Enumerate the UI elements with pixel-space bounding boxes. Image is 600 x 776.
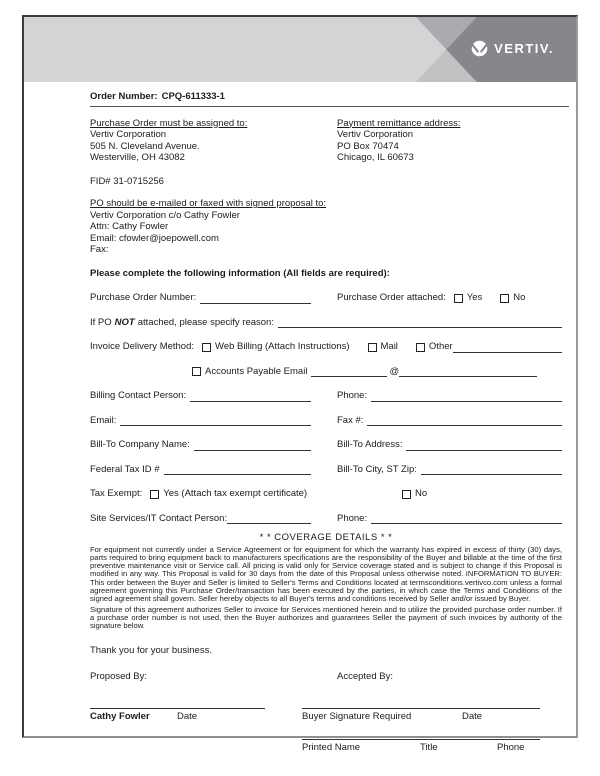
proposer-signature-line[interactable]: [90, 708, 265, 709]
ap-email-user-input[interactable]: [311, 366, 387, 377]
tax-exempt-no-label: No: [415, 488, 428, 499]
po-attached-no-checkbox[interactable]: [500, 294, 509, 303]
po-number-field-label: Purchase Order Number:: [90, 292, 197, 303]
title-label: Title: [420, 741, 438, 753]
federal-tax-label: Federal Tax ID #: [90, 463, 160, 475]
ap-email-checkbox[interactable]: [192, 367, 201, 376]
po-submission-line: Vertiv Corporation c/o Cathy Fowler: [90, 209, 240, 221]
brand-wordmark: VERTIV.: [494, 41, 554, 56]
po-attached-no-label: No: [513, 292, 526, 303]
po-attached-label: Purchase Order attached:: [337, 292, 446, 303]
tax-exempt-yes-label: Yes (Attach tax exempt certificate): [163, 488, 308, 499]
bill-to-city-input[interactable]: [421, 464, 562, 475]
fax-label: Fax #:: [337, 414, 364, 426]
tax-exempt-label: Tax Exempt:: [90, 488, 143, 499]
site-services-input[interactable]: [227, 513, 311, 524]
tax-exempt-yes-checkbox[interactable]: [150, 490, 159, 499]
buyer-printed-name-line[interactable]: [302, 739, 540, 740]
order-number-value: CPQ-611333-1: [161, 91, 225, 102]
web-billing-checkbox[interactable]: [202, 343, 211, 352]
assign-to-line: Vertiv Corporation: [90, 129, 167, 140]
billing-contact-label: Billing Contact Person:: [90, 390, 187, 401]
signature-section: [90, 708, 562, 753]
header-banner: [24, 17, 576, 82]
bill-to-address-label: Bill-To Address:: [337, 439, 403, 450]
assign-to-heading: Purchase Order must be assigned to:: [90, 117, 248, 129]
order-number-row: [90, 91, 569, 107]
remittance-line: Vertiv Corporation: [337, 129, 414, 140]
bill-to-company-label: Bill-To Company Name:: [90, 439, 190, 450]
po-submission-line: Fax:: [90, 244, 109, 255]
email-fax-row: [90, 415, 562, 427]
proposer-date-label: Date: [177, 711, 198, 723]
po-number-row: [90, 292, 562, 304]
mail-label: Mail: [380, 341, 398, 352]
buyer-signature-block: [302, 708, 540, 753]
other-input[interactable]: [453, 342, 562, 353]
po-attached-yes-checkbox[interactable]: [454, 294, 463, 303]
po-attached-yes-label: Yes: [466, 292, 483, 303]
bill-to-city-label: Bill-To City, ST Zip:: [337, 463, 417, 475]
bill-to-company-input[interactable]: [194, 440, 311, 451]
proposer-name: Cathy Fowler: [90, 711, 150, 723]
email-label: Email:: [90, 414, 117, 426]
fax-input[interactable]: [367, 415, 562, 426]
federal-tax-input[interactable]: [164, 464, 311, 475]
remittance-heading: Payment remittance address:: [337, 117, 461, 129]
vertiv-logo-icon: [471, 40, 488, 57]
ap-email-label: Accounts Payable Email: [205, 365, 308, 377]
tax-exempt-row: [90, 488, 562, 500]
assign-to-block: [90, 118, 337, 164]
other-checkbox[interactable]: [416, 343, 425, 352]
po-submission-line: Email: cfowler@joepowell.com: [90, 232, 219, 244]
invoice-method-label: Invoice Delivery Method:: [90, 341, 195, 352]
fid-number: FID# 31-0715256: [90, 175, 164, 187]
address-section: [90, 118, 562, 164]
vertiv-logo: [471, 40, 554, 57]
printed-name-label: Printed Name: [302, 741, 361, 753]
remittance-line: PO Box 70474: [337, 140, 399, 152]
reason-input[interactable]: [278, 317, 562, 328]
order-number-label: Order Number:: [90, 91, 158, 102]
assign-to-line: 505 N. Cleveland Avenue.: [90, 140, 200, 152]
po-number-input[interactable]: [200, 293, 311, 304]
invoice-delivery-row: [90, 341, 562, 353]
po-submission-block: [90, 198, 562, 256]
po-not-attached-reason-row: [90, 317, 562, 329]
web-billing-label: Web Billing (Attach Instructions): [215, 341, 350, 352]
complete-info-instruction: Please complete the following information (All fields are required):: [90, 267, 390, 279]
site-services-row: [90, 513, 562, 525]
assign-to-line: Westerville, OH 43082: [90, 152, 185, 163]
thank-you-text: Thank you for your business.: [90, 645, 212, 657]
bill-to-company-row: [90, 439, 562, 451]
at-sign: @: [389, 365, 400, 377]
site-phone-label: Phone:: [337, 512, 368, 524]
coverage-paragraph-1: For equipment not currently under a Service Agreement or for equipment for which the warranty has expired in excess of thirty (30) days, parts required to bring equipment back to manufacturers specifications are the responsibility of the Buyer and billable at the time of the first preventive maintenance visit or Service call. All pricing is valid only for Service coverage stated and is subject to change if this Proposal is modified in any way. This Proposal is valid for 30 days from the date of this Proposal unless otherwise noted. INFORMATION TO BUYER: This order between the Buyer and Seller is limited to Seller's Terms and Conditions located at termsconditions.vertivco.com unless a formal agreement governing this Purchase Order/transaction has been executed by the parties, in which case the Terms and Conditions of the signed agreement shall govern. Seller hereby objects to all Buyer's terms and conditions received by Seller and/or issued by Buyer.: [90, 544, 562, 604]
site-phone-input[interactable]: [371, 513, 562, 524]
reason-label-prefix: If PO: [90, 316, 112, 328]
federal-tax-row: [90, 464, 562, 476]
ap-email-domain-input[interactable]: [399, 366, 537, 377]
proposer-signature-block: [90, 708, 265, 753]
other-label: Other: [428, 341, 453, 352]
accepted-by-label: Accepted By:: [337, 670, 393, 682]
form-content: [24, 91, 576, 753]
buyer-signature-label: Buyer Signature Required: [302, 711, 412, 723]
reason-label-suffix: attached, please specify reason:: [137, 316, 274, 328]
mail-checkbox[interactable]: [368, 343, 377, 352]
remittance-line: Chicago, IL 60673: [337, 152, 414, 163]
coverage-details-title: * * COVERAGE DETAILS * *: [259, 532, 393, 543]
email-input[interactable]: [120, 415, 311, 426]
bill-to-address-input[interactable]: [406, 440, 562, 451]
proposed-by-label: Proposed By:: [90, 670, 148, 682]
billing-phone-label: Phone:: [337, 390, 368, 401]
phone-label: Phone: [497, 741, 525, 753]
proposed-accepted-row: [90, 671, 562, 683]
reason-label-not: NOT: [114, 316, 135, 328]
remittance-block: [337, 118, 562, 164]
site-services-label: Site Services/IT Contact Person:: [90, 512, 228, 524]
form-document-page: [22, 15, 578, 753]
billing-contact-row: [90, 390, 562, 402]
coverage-paragraph-2: Signature of this agreement authorizes Seller to invoice for Services mentioned herein and to utilize the provided purchase order number. If a purchase order number is not used, then the Buyer authorizes and guarantees Seller the payment of such invoices by authority of the signature below.: [90, 604, 562, 631]
po-submission-heading: PO should be e-mailed or faxed with signed proposal to:: [90, 198, 327, 209]
billing-contact-input[interactable]: [190, 391, 311, 402]
buyer-date-label: Date: [462, 711, 483, 723]
tax-exempt-no-checkbox[interactable]: [402, 490, 411, 499]
billing-phone-input[interactable]: [371, 391, 562, 402]
po-submission-line: Attn: Cathy Fowler: [90, 221, 169, 232]
buyer-signature-line[interactable]: [302, 708, 540, 709]
ap-email-row: [192, 366, 537, 378]
